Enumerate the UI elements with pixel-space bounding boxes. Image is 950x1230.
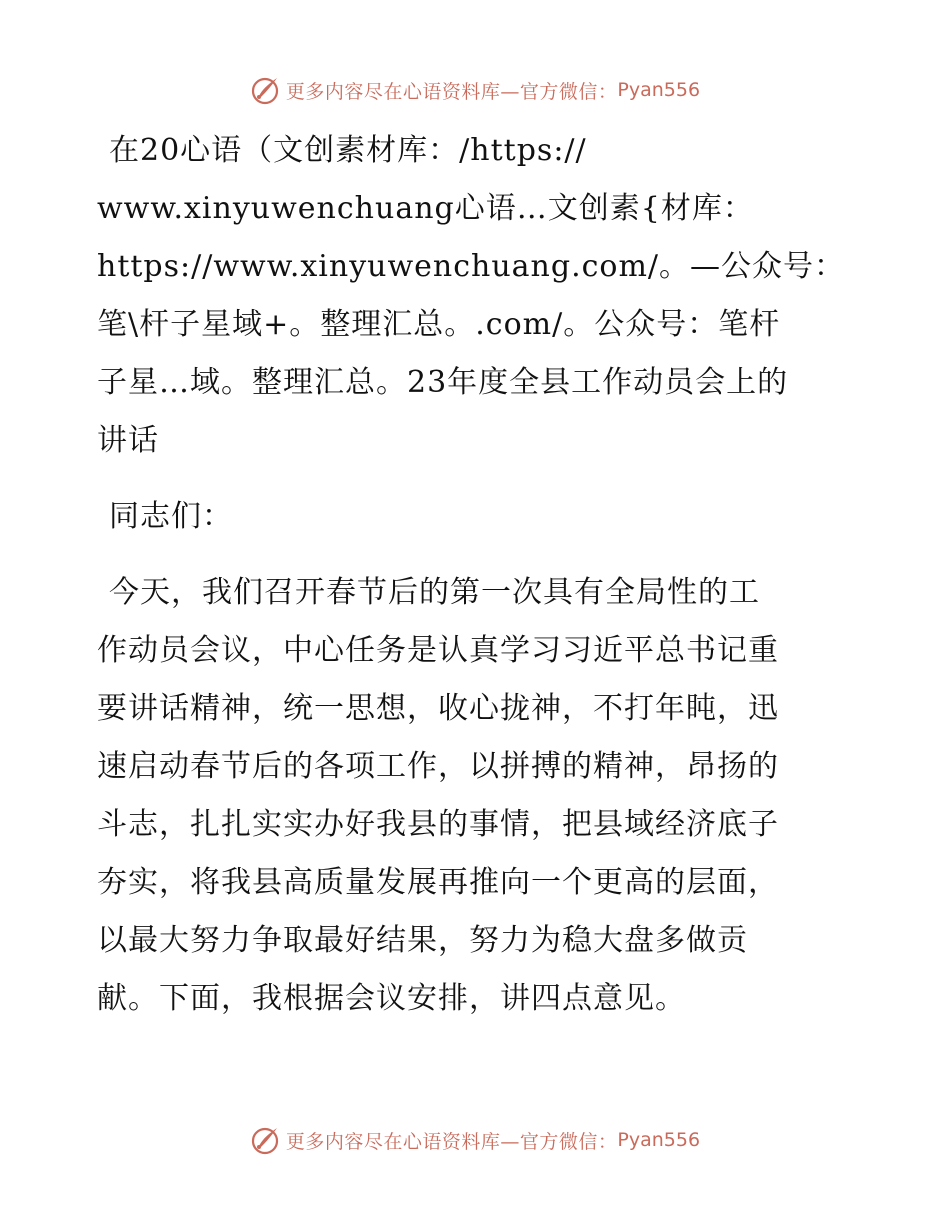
watermark-text: 更多内容尽在心语资料库—官方微信： [285,80,618,103]
watermark-wechat-id: Pyan556 [617,79,701,101]
heading-line: 在20心语（文创素材库：/https:// [109,133,587,168]
heading-line: www.xinyuwenchuang心语…文创素{材库： [97,191,754,226]
paragraph-line: 献。下面，我根据会议安排，讲四点意见。 [97,981,686,1016]
footer-watermark [0,1120,950,1160]
brush-logo-icon [250,74,282,106]
watermark-text: 更多内容尽在心语资料库—官方微信： [285,1130,618,1153]
paragraph-line: 以最大努力争取最好结果，努力为稳大盘多做贡 [97,923,748,958]
paragraph-line: 夯实，将我县高质量发展再推向一个更高的层面， [97,865,779,900]
watermark-wechat-id: Pyan556 [617,1129,701,1151]
paragraph-line: 作动员会议，中心任务是认真学习习近平总书记重 [97,633,779,668]
paragraph-line: 要讲话精神，统一思想，收心拢神，不打年盹，迅 [97,691,779,726]
heading-line: https://www.xinyuwenchuang.com/。—公众号： [97,249,846,284]
brush-logo-icon [250,1124,282,1156]
paragraph-line: 今天，我们召开春节后的第一次具有全局性的工 [109,575,760,610]
header-watermark [0,70,950,110]
heading-line: 笔\杆子星域+。整理汇总。.com/。公众号：笔杆 [97,307,781,342]
paragraph-line: 速启动春节后的各项工作，以拼搏的精神，昂扬的 [97,749,779,784]
paragraph-line: 斗志，扎扎实实办好我县的事情，把县域经济底子 [97,807,779,842]
heading-line: 讲话 [97,423,159,458]
salutation: 同志们： [109,499,233,534]
heading-line: 子星…域。整理汇总。23年度全县工作动员会上的 [97,365,789,400]
document-body [97,122,857,1028]
